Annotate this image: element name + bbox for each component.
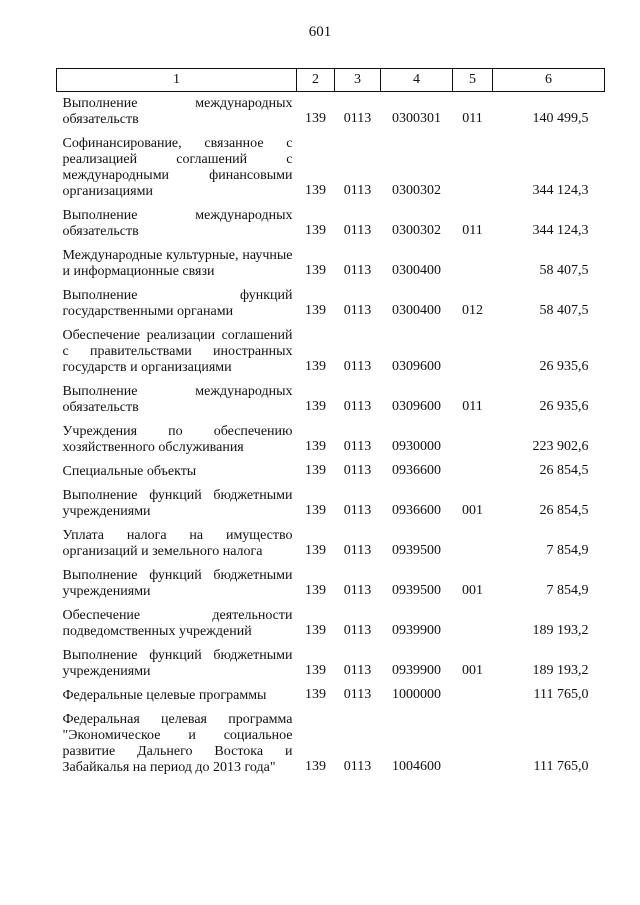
row-admin-code: 139 — [305, 111, 326, 126]
row-expense-code: 011 — [462, 111, 483, 126]
row-article-code: 0300302 — [392, 183, 441, 198]
row-amount: 58 407,5 — [539, 263, 589, 278]
table-row — [57, 92, 605, 133]
row-section-code: 0113 — [343, 183, 372, 198]
row-article-code: 0300302 — [392, 223, 441, 238]
header-row — [57, 69, 605, 92]
row-name: Обеспечение деятельности подведомственных учреждений — [62, 608, 293, 639]
row-amount: 189 193,2 — [532, 663, 589, 678]
column-header-admin: 2 — [297, 69, 335, 92]
row-article-code: 0300301 — [392, 111, 441, 126]
row-expense-code — [453, 524, 493, 564]
row-section-code: 0113 — [343, 663, 372, 678]
row-admin-code: 139 — [305, 623, 326, 638]
row-section-code: 0113 — [343, 583, 372, 598]
row-name: Выполнение функций государственными органами — [62, 288, 293, 319]
row-expense-code — [453, 132, 493, 204]
row-admin-code: 139 — [305, 303, 326, 318]
column-header-amount: 6 — [493, 69, 605, 92]
row-article-code: 1004600 — [392, 759, 441, 774]
row-article-code: 0300400 — [392, 303, 441, 318]
row-amount: 111 765,0 — [533, 687, 589, 702]
row-expense-code: 012 — [462, 303, 483, 318]
row-article-code: 0939900 — [392, 623, 441, 638]
row-article-code: 1000000 — [392, 687, 441, 702]
row-article-code: 0309600 — [392, 399, 441, 414]
row-expense-code: 001 — [462, 663, 483, 678]
table-row — [57, 420, 605, 460]
row-expense-code — [453, 460, 493, 484]
row-admin-code: 139 — [305, 503, 326, 518]
row-expense-code: 011 — [462, 223, 483, 238]
row-expense-code — [453, 420, 493, 460]
row-name: Выполнение функций бюджетными учреждениями — [62, 488, 293, 519]
row-amount: 223 902,6 — [532, 439, 589, 454]
row-section-code: 0113 — [343, 623, 372, 638]
row-admin-code: 139 — [305, 223, 326, 238]
row-expense-code — [453, 604, 493, 644]
column-header-article: 4 — [381, 69, 453, 92]
row-expense-code: 011 — [462, 399, 483, 414]
row-article-code: 0936600 — [392, 463, 441, 478]
row-section-code: 0113 — [343, 687, 372, 702]
row-amount: 26 935,6 — [539, 399, 589, 414]
row-amount: 140 499,5 — [532, 111, 589, 126]
row-admin-code: 139 — [305, 263, 326, 278]
row-article-code: 0939500 — [392, 583, 441, 598]
row-name: Выполнение международных обязательств — [62, 384, 293, 415]
row-admin-code: 139 — [305, 663, 326, 678]
row-name: Международные культурные, научные и информационные связи — [62, 248, 293, 279]
row-name: Софинансирование, связанное с реализацией соглашений с международными финансовыми организациями — [62, 136, 293, 199]
row-article-code: 0936600 — [392, 503, 441, 518]
row-amount: 111 765,0 — [533, 759, 589, 774]
row-admin-code: 139 — [305, 759, 326, 774]
budget-table — [56, 68, 605, 780]
table-row — [57, 604, 605, 644]
row-admin-code: 139 — [305, 183, 326, 198]
row-section-code: 0113 — [343, 263, 372, 278]
row-expense-code — [453, 244, 493, 284]
row-expense-code — [453, 684, 493, 708]
table-body — [57, 92, 605, 781]
row-article-code: 0939500 — [392, 543, 441, 558]
row-expense-code — [453, 324, 493, 380]
row-name: Выполнение функций бюджетными учреждениями — [62, 648, 293, 679]
row-admin-code: 139 — [305, 583, 326, 598]
row-section-code: 0113 — [343, 543, 372, 558]
table-row — [57, 684, 605, 708]
row-admin-code: 139 — [305, 463, 326, 478]
row-admin-code: 139 — [305, 359, 326, 374]
row-name: Обеспечение реализации соглашений с правительствами иностранных государств и организациями — [62, 328, 293, 375]
row-name: Выполнение международных обязательств — [62, 208, 293, 239]
row-amount: 26 935,6 — [539, 359, 589, 374]
table-row — [57, 644, 605, 684]
row-name: Специальные объекты — [62, 464, 197, 479]
row-section-code: 0113 — [343, 463, 372, 478]
row-amount: 58 407,5 — [539, 303, 589, 318]
table-row — [57, 484, 605, 524]
row-section-code: 0113 — [343, 111, 372, 126]
row-section-code: 0113 — [343, 759, 372, 774]
table-row — [57, 524, 605, 564]
row-section-code: 0113 — [343, 303, 372, 318]
row-amount: 189 193,2 — [532, 623, 589, 638]
table-row — [57, 284, 605, 324]
row-expense-code: 001 — [462, 583, 483, 598]
row-admin-code: 139 — [305, 543, 326, 558]
row-section-code: 0113 — [343, 223, 372, 238]
table-row — [57, 324, 605, 380]
row-amount: 7 854,9 — [546, 583, 589, 598]
row-section-code: 0113 — [343, 399, 372, 414]
row-name: Выполнение международных обязательств — [62, 96, 293, 127]
row-name: Федеральные целевые программы — [62, 688, 267, 703]
column-header-expense: 5 — [453, 69, 493, 92]
row-amount: 344 124,3 — [532, 223, 589, 238]
page-number: 601 — [308, 24, 332, 40]
row-name: Выполнение функций бюджетными учреждениями — [62, 568, 293, 599]
row-section-code: 0113 — [343, 439, 372, 454]
table-row — [57, 708, 605, 780]
row-article-code: 0930000 — [392, 439, 441, 454]
row-amount: 26 854,5 — [539, 463, 589, 478]
table-row — [57, 460, 605, 484]
row-admin-code: 139 — [305, 439, 326, 454]
row-article-code: 0309600 — [392, 359, 441, 374]
row-admin-code: 139 — [305, 687, 326, 702]
row-name: Учреждения по обеспечению хозяйственного обслуживания — [62, 424, 293, 455]
table-row — [57, 132, 605, 204]
column-header-section: 3 — [335, 69, 381, 92]
row-article-code: 0939900 — [392, 663, 441, 678]
table-row — [57, 244, 605, 284]
table-row — [57, 380, 605, 420]
table-row — [57, 564, 605, 604]
row-name: Уплата налога на имущество организаций и земельного налога — [62, 528, 293, 559]
row-section-code: 0113 — [343, 503, 372, 518]
row-amount: 344 124,3 — [532, 183, 589, 198]
row-expense-code: 001 — [462, 503, 483, 518]
row-name: Федеральная целевая программа "Экономическое и социальное развитие Дальнего Востока и Забайкалья на период до 2013 года" — [62, 712, 293, 775]
row-section-code: 0113 — [343, 359, 372, 374]
row-admin-code: 139 — [305, 399, 326, 414]
row-article-code: 0300400 — [392, 263, 441, 278]
column-header-name: 1 — [57, 69, 297, 92]
row-amount: 7 854,9 — [546, 543, 589, 558]
row-amount: 26 854,5 — [539, 503, 589, 518]
table-row — [57, 204, 605, 244]
row-expense-code — [453, 708, 493, 780]
